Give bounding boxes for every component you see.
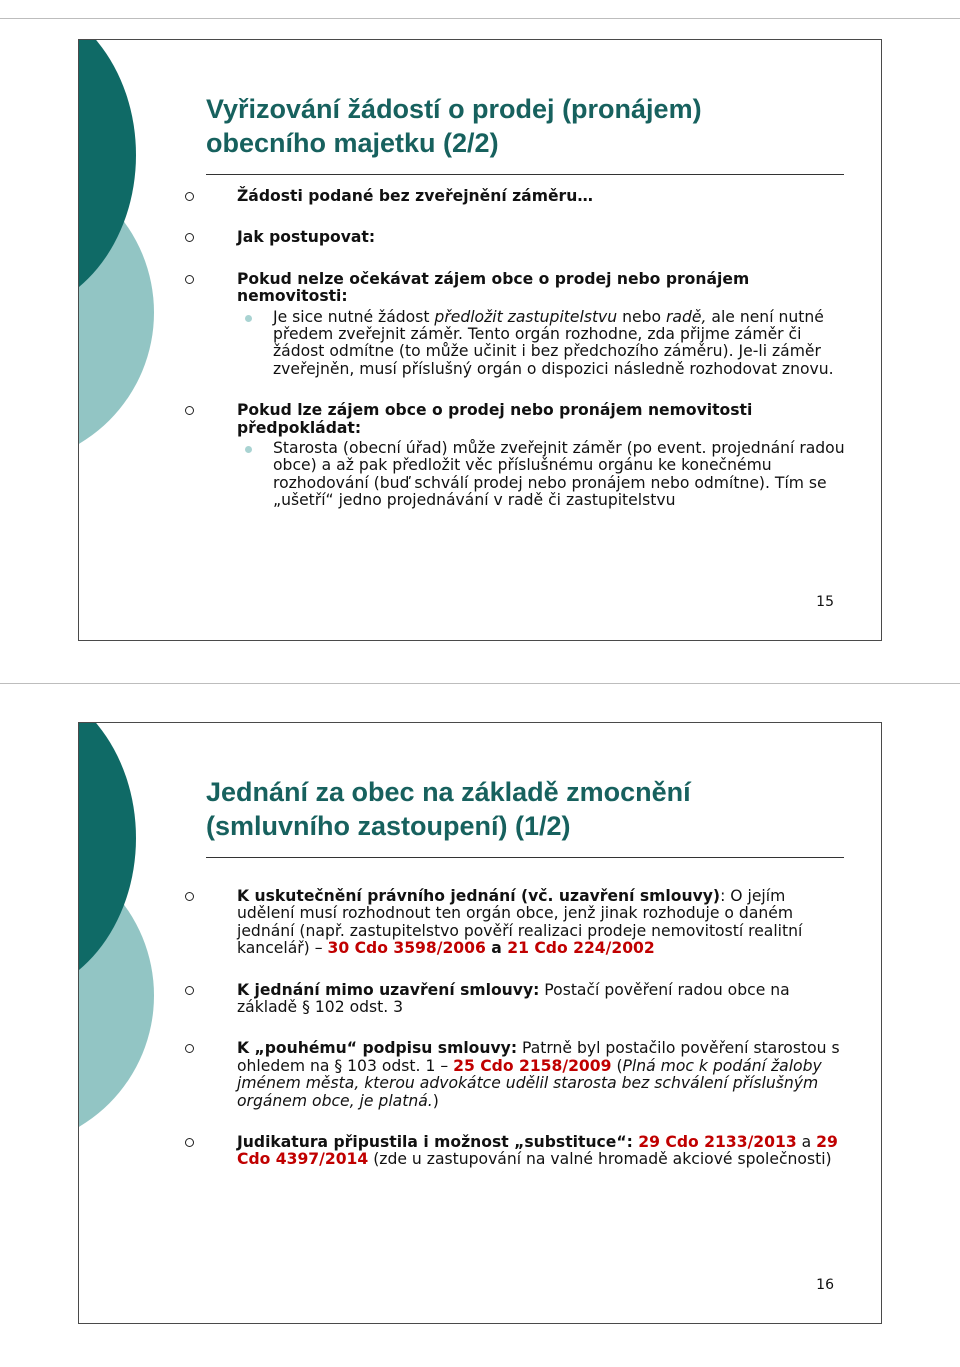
bullet-text: a: [796, 1133, 817, 1152]
bullet-text: Žádosti podané bez zveřejnění záměru…: [237, 187, 593, 205]
bullet-bold: K „pouhému“ podpisu smlouvy:: [237, 1039, 518, 1058]
ring-bullet-icon: [185, 275, 194, 284]
bullet-italic: Plná moc k podání žaloby jménem města, kterou advokátce udělil starosta bez schválení příslušným orgánem obce, je platná.: [237, 1056, 822, 1110]
case-reference: 29 Cdo 2133/2013: [638, 1133, 797, 1152]
bullet-item: [183, 1134, 845, 1169]
ring-bullet-icon: [185, 1138, 194, 1147]
title-line-1: Jednání za obec na základě zmocnění: [206, 777, 691, 807]
sub-bullet: [183, 309, 845, 379]
slide-15: [78, 39, 882, 641]
sub-text-italic: radě,: [666, 307, 707, 326]
ring-bullet-icon: [185, 892, 194, 901]
dot-bullet-icon: [245, 446, 252, 453]
slide-title: [206, 92, 856, 160]
bullet-text: Jak postupovat:: [237, 228, 376, 247]
title-line-2: (smluvního zastoupení) (1/2): [206, 811, 571, 841]
ring-bullet-icon: [185, 406, 194, 415]
bullet-text: Pokud lze zájem obce o prodej nebo pronájem nemovitosti předpokládat:: [237, 401, 753, 437]
case-reference: 25 Cdo 2158/2009: [453, 1056, 612, 1075]
bullet-bold: Judikatura připustila i možnost „substituce“:: [237, 1133, 639, 1152]
ring-bullet-icon: [185, 233, 194, 242]
sub-text: Je sice nutné žádost: [273, 307, 435, 326]
title-rule: [206, 174, 844, 175]
bullet-item: [183, 982, 845, 1017]
sub-text-italic: předložit zastupitelstvu: [434, 307, 618, 326]
bullet-item: [183, 271, 845, 378]
case-reference: 21 Cdo 224/2002: [507, 939, 655, 958]
bullet-item: [183, 229, 845, 246]
bullet-text: Pokud nelze očekávat zájem obce o prodej nebo pronájem nemovitosti:: [237, 269, 750, 306]
page-number: 16: [816, 1277, 834, 1293]
bullet-item: [183, 188, 845, 205]
bullet-text: ): [432, 1091, 439, 1110]
title-line-2: obecního majetku (2/2): [206, 128, 499, 158]
case-reference: 30 Cdo 3598/2006: [327, 939, 486, 958]
slide-content: [183, 888, 845, 1193]
ring-bullet-icon: [185, 986, 194, 995]
page-number: 15: [816, 594, 834, 610]
bullet-item: [183, 402, 845, 509]
page-separator-middle: [0, 683, 960, 684]
title-rule: [206, 857, 844, 858]
bullet-text: : O jejím udělení musí rozhodnout ten orgán obce, jenž jinak rozhoduje o daném jednání (např. zastupitelstvo pověří realizaci prodeje nemovitostí realitní kancelář) –: [237, 887, 803, 958]
slide-16: [78, 722, 882, 1324]
bullet-text: Postačí pověření radou obce na základě § 102 odst. 3: [237, 980, 790, 1017]
page-separator-top: [0, 18, 960, 19]
title-line-1: Vyřizování žádostí o prodej (pronájem): [206, 94, 702, 124]
ring-bullet-icon: [185, 1044, 194, 1053]
case-reference: 29 Cdo 4397/2014: [237, 1133, 838, 1169]
dot-bullet-icon: [245, 315, 252, 322]
slide-title: [206, 775, 856, 843]
sub-text: nebo: [617, 307, 667, 326]
bullet-item: [183, 1040, 845, 1110]
bullet-item: [183, 888, 845, 958]
bullet-bold: a: [485, 939, 508, 958]
bullet-text: (zde u zastupování na valné hromadě akciové společnosti): [368, 1150, 832, 1169]
sub-bullet: [183, 440, 845, 510]
slide-content: [183, 188, 845, 534]
ring-bullet-icon: [185, 192, 194, 201]
bullet-text: Patrně byl postačilo pověření starostou s ohledem na § 103 odst. 1 –: [237, 1039, 840, 1075]
sub-text: ale není nutné předem zveřejnit záměr. Tento orgán rozhodne, zda přijme záměr či žádost odmítne (to může učinit i bez předchozího záměru). Je-li záměr zveřejněn, musí příslušný orgán o dispozici následně rozhodovat znovu.: [273, 307, 834, 378]
bullet-text: (: [616, 1056, 623, 1075]
bullet-bold: K jednání mimo uzavření smlouvy:: [237, 980, 540, 999]
bullet-bold: K uskutečnění právního jednání (vč. uzavření smlouvy): [237, 887, 721, 905]
sub-text: Starosta (obecní úřad) může zveřejnit záměr (po event. projednání radou obce) a až pak předložit věc příslušnému orgánu ke konečnému rozhodování (buď schválí prodej nebo pronájem nebo odmítne). Tím se „ušetří“ jedno projednávání v radě či zastupitelstvu: [273, 439, 845, 510]
